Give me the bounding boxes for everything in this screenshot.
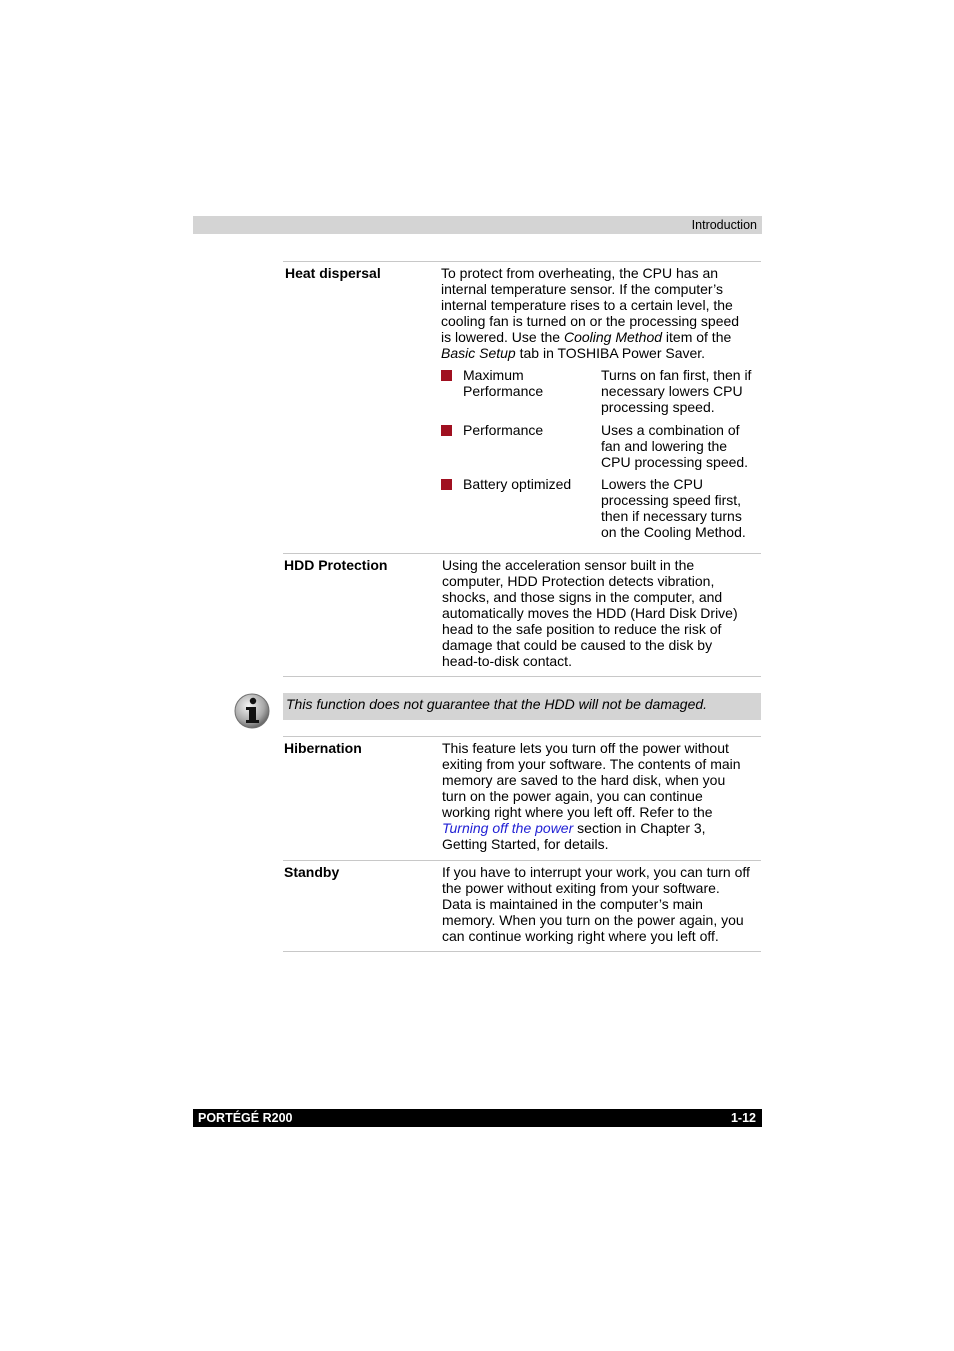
text-line: Uses a combination of <box>601 422 740 438</box>
text-line: cooling fan is turned on or the processing speed <box>441 313 740 329</box>
term-heat-dispersal: Heat dispersal <box>285 265 381 281</box>
term-hdd-protection: HDD Protection <box>284 557 388 573</box>
text-span: item of the <box>662 329 732 345</box>
text-span: section in Chapter 3, <box>573 820 706 836</box>
text-line: shocks, and those signs in the computer, and <box>442 589 723 605</box>
cooling-method-term: Cooling Method <box>563 329 663 345</box>
hdd-protection-description <box>442 557 760 669</box>
text-line <box>441 329 759 345</box>
text-line <box>442 820 760 836</box>
option-name <box>463 367 593 399</box>
text-line: To protect from overheating, the CPU has an <box>441 265 719 281</box>
header-bar <box>193 216 762 234</box>
text-line: processing speed. <box>601 399 715 415</box>
text-span: tab in TOSHIBA Power Saver. <box>515 345 706 361</box>
term-standby: Standby <box>284 864 340 880</box>
option-description <box>601 422 761 470</box>
row-divider <box>283 860 761 861</box>
info-icon <box>234 693 270 729</box>
text-line: fan and lowering the <box>601 438 728 454</box>
option-description <box>601 367 761 415</box>
page-number: 1-12 <box>730 1111 756 1125</box>
text-line: Maximum <box>463 367 524 383</box>
text-line: on the Cooling Method. <box>601 524 746 540</box>
text-line: Using the acceleration sensor built in the <box>442 557 695 573</box>
text-line: Battery optimized <box>463 476 572 492</box>
note-text: This function does not guarantee that the HDD will not be damaged. <box>286 696 708 712</box>
text-line: memory. When you turn on the power again, you <box>442 912 744 928</box>
model-name: PORTÉGÉ R200 <box>198 1111 293 1125</box>
option-description <box>601 476 761 540</box>
text-line: then if necessary turns <box>601 508 742 524</box>
text-span: is lowered. Use the <box>441 329 564 345</box>
text-line: memory are saved to the hard disk, when you <box>442 772 726 788</box>
text-line: Performance <box>463 383 544 399</box>
bullet-square-icon <box>441 370 452 381</box>
text-line: Performance <box>463 422 544 438</box>
text-line: computer, HDD Protection detects vibration, <box>442 573 715 589</box>
text-line: can continue working right where you left off. <box>442 928 719 944</box>
text-line: turn on the power again, you can continue <box>442 788 703 804</box>
row-divider <box>283 261 761 262</box>
text-line: Turns on fan first, then if <box>601 367 752 383</box>
turning-off-power-link[interactable]: Turning off the power <box>442 820 574 836</box>
row-divider <box>283 736 761 737</box>
option-name <box>463 476 593 492</box>
text-line: CPU processing speed. <box>601 454 749 470</box>
term-hibernation: Hibernation <box>284 740 362 756</box>
note-box <box>283 693 761 720</box>
text-line <box>441 345 759 361</box>
text-line: automatically moves the HDD (Hard Disk Drive) <box>442 605 738 621</box>
text-line: damage that could be caused to the disk by <box>442 637 713 653</box>
hibernation-description <box>442 740 760 852</box>
text-line: Lowers the CPU <box>601 476 703 492</box>
text-line: Data is maintained in the computer’s main <box>442 896 703 912</box>
section-name: Introduction <box>691 218 757 232</box>
basic-setup-term: Basic Setup <box>441 345 516 361</box>
footer-bar <box>193 1109 762 1127</box>
text-line: internal temperature sensor. If the computer’s <box>441 281 723 297</box>
heat-dispersal-description <box>441 265 759 361</box>
text-line: processing speed first, <box>601 492 742 508</box>
bullet-square-icon <box>441 479 452 490</box>
row-divider <box>283 676 761 677</box>
text-line: head to the safe position to reduce the risk of <box>442 621 722 637</box>
text-line: necessary lowers CPU <box>601 383 743 399</box>
text-line: This feature lets you turn off the power without <box>442 740 729 756</box>
row-divider <box>283 553 761 554</box>
text-line: head-to-disk contact. <box>442 653 572 669</box>
standby-description <box>442 864 760 944</box>
text-line: working right where you left off. Refer to the <box>442 804 713 820</box>
text-line: exiting from your software. The contents of main <box>442 756 741 772</box>
text-line: If you have to interrupt your work, you can turn off <box>442 864 750 880</box>
bullet-square-icon <box>441 425 452 436</box>
row-divider <box>283 951 761 952</box>
text-line: Getting Started, for details. <box>442 836 609 852</box>
option-name <box>463 422 593 438</box>
text-line: internal temperature rises to a certain level, the <box>441 297 733 313</box>
text-line: the power without exiting from your software. <box>442 880 720 896</box>
